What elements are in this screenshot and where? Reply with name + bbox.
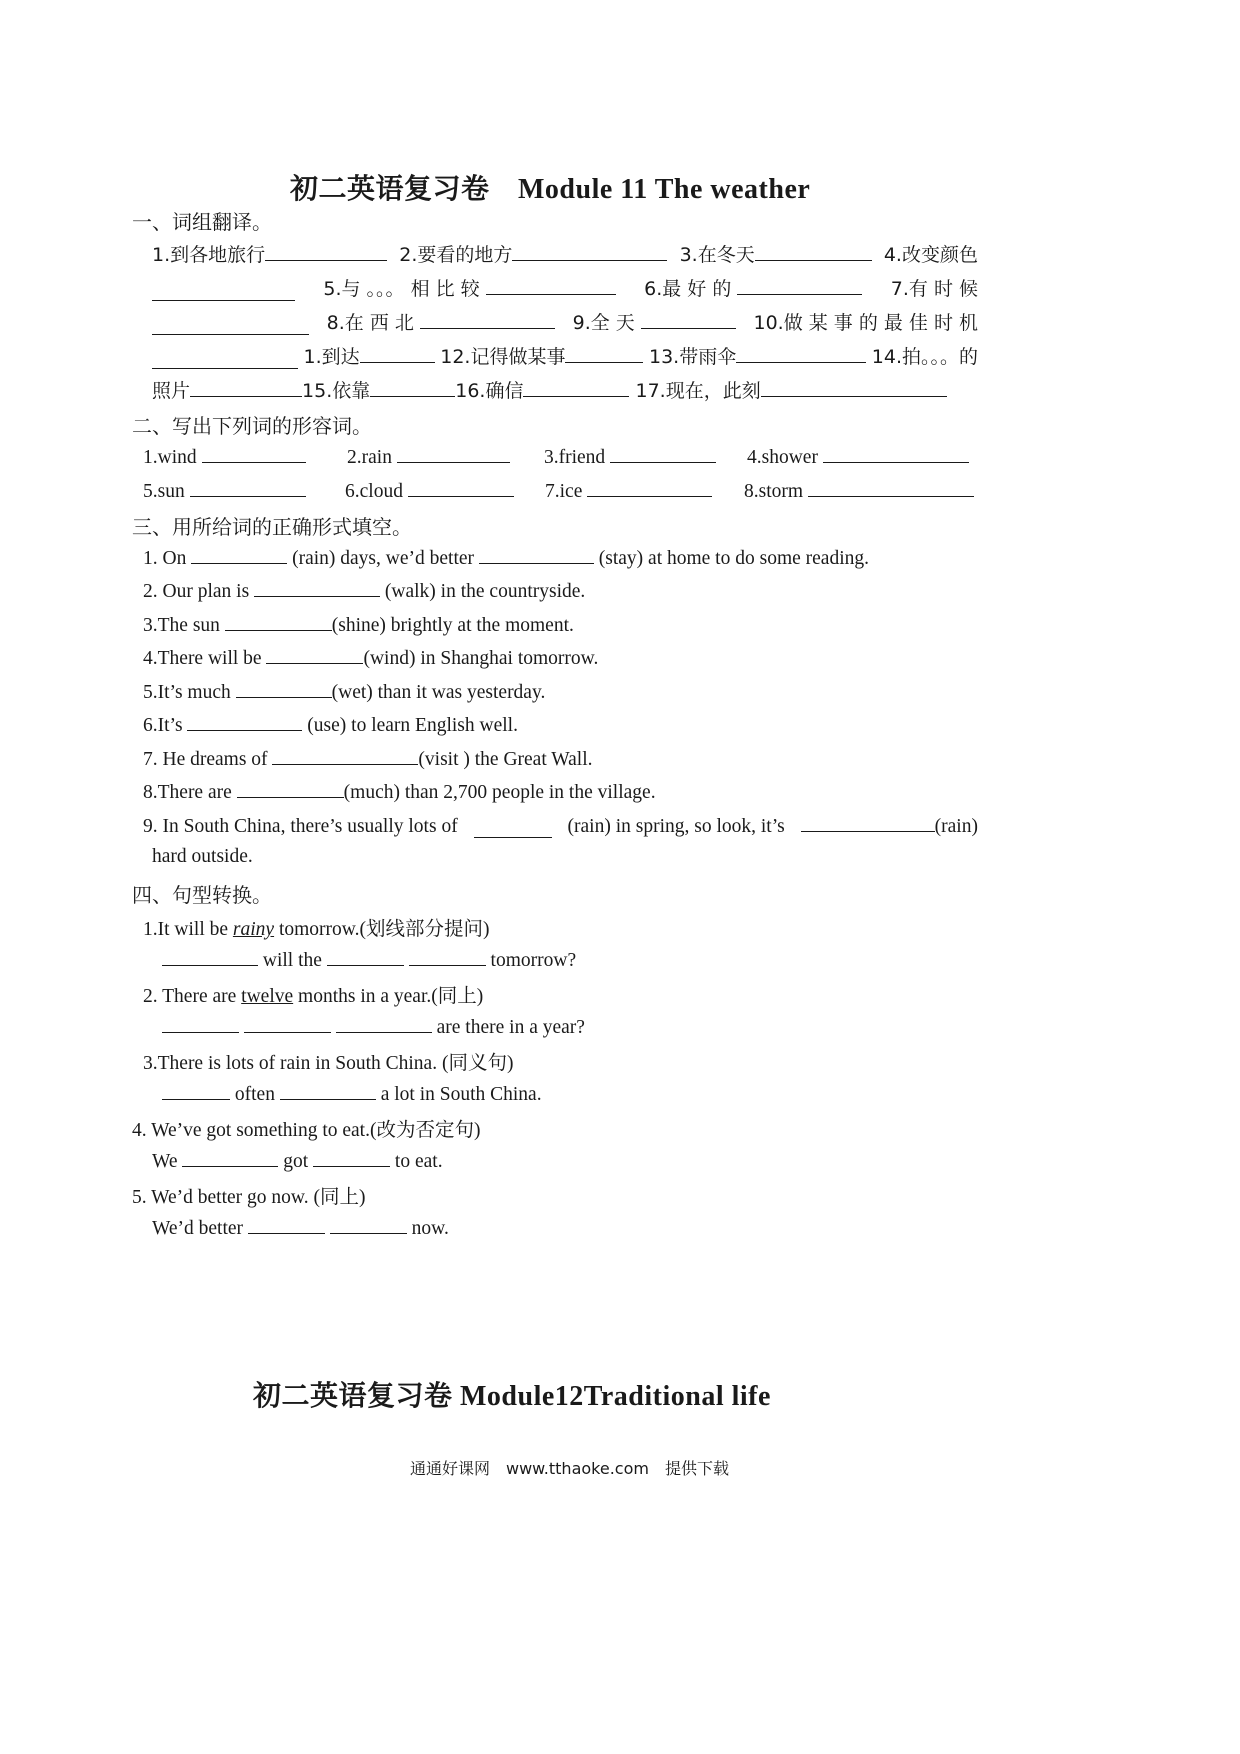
phrase-item: 6.最 好 的: [644, 278, 732, 300]
phrase-item: 17.现在，此刻: [635, 380, 761, 402]
answer-blank[interactable]: [408, 478, 514, 497]
question-text: 6.It’s: [143, 715, 183, 736]
question-text: (use) to learn English well.: [307, 715, 518, 736]
adj-word: 5.sun: [143, 481, 185, 502]
adj-word: 2.rain: [347, 447, 392, 468]
answer-blank[interactable]: [420, 310, 555, 329]
answer-blank[interactable]: [182, 1148, 278, 1167]
answer-blank[interactable]: [327, 947, 404, 966]
adj-item-storm: [744, 478, 974, 503]
fill-question-9: [143, 813, 978, 838]
question-text: (much) than 2,700 people in the village.: [343, 782, 656, 803]
phrase-item: 12.记得做某事: [440, 346, 566, 368]
answer-blank[interactable]: [162, 947, 258, 966]
transform-question-5: 5. We’d better go now. (同上): [132, 1187, 366, 1208]
question-text: (stay) at home to do some reading.: [598, 548, 869, 569]
phrase-item: 4.改变颜色: [883, 244, 978, 266]
section-heading-adjectives: 二、写出下列词的形容词。: [132, 414, 372, 438]
answer-blank[interactable]: [409, 947, 486, 966]
fill-question-1: [143, 545, 869, 570]
phrase-item: 14.拍。。。的: [871, 346, 978, 368]
fill-question-5: [143, 679, 545, 704]
section-heading-phrase-translation: 一、词组翻译。: [132, 210, 272, 234]
section-heading-fill-in: 三、用所给词的正确形式填空。: [132, 515, 412, 539]
answer-text: often: [234, 1084, 275, 1105]
answer-blank[interactable]: [801, 813, 935, 832]
question-text: 7. He dreams of: [143, 749, 268, 770]
answer-blank[interactable]: [641, 310, 736, 329]
question-text: 9. In South China, there’s usually lots of: [143, 816, 458, 837]
answer-blank[interactable]: [266, 645, 363, 664]
question-text: (shine) brightly at the moment.: [331, 615, 574, 636]
adj-item-cloud: [345, 478, 514, 503]
fill-question-4: [143, 645, 598, 670]
answer-blank[interactable]: [152, 282, 295, 301]
page-title: 初二英语复习卷 Module 11 The weather: [290, 174, 811, 205]
section-1-row-4: [152, 342, 978, 369]
adj-word: 1.wind: [143, 447, 197, 468]
phrase-item: 10.做 某 事 的 最 佳 时 机: [753, 312, 978, 334]
answer-text: tomorrow?: [490, 950, 577, 971]
phrase-item: 7.有 时 候: [890, 278, 978, 300]
fill-question-2: [143, 578, 585, 603]
answer-blank[interactable]: [248, 1215, 325, 1234]
answer-blank[interactable]: [330, 1215, 407, 1234]
question-text: (rain): [934, 816, 978, 837]
answer-blank[interactable]: [565, 344, 643, 363]
answer-blank[interactable]: [190, 378, 302, 397]
question-text: (rain) in spring, so look, it’s: [567, 816, 785, 837]
question-text: (wind) in Shanghai tomorrow.: [363, 648, 599, 669]
answer-text: We’d better: [152, 1218, 244, 1239]
answer-text: a lot in South China.: [380, 1084, 542, 1105]
question-text: 2. There are: [143, 986, 237, 1007]
answer-blank[interactable]: [162, 1014, 239, 1033]
answer-blank[interactable]: [152, 316, 309, 335]
fill-question-8: [143, 779, 656, 804]
question-text: (rain) days, we’d better: [292, 548, 475, 569]
phrase-item: 1.到达: [303, 346, 360, 368]
answer-blank[interactable]: [187, 712, 302, 731]
question-text: 5.It’s much: [143, 682, 231, 703]
answer-blank[interactable]: [474, 819, 552, 838]
answer-blank[interactable]: [360, 344, 435, 363]
adj-item-wind: [143, 444, 306, 469]
answer-blank[interactable]: [737, 276, 862, 295]
transform-answer-1: [162, 947, 576, 972]
section-1-row-3: [152, 308, 978, 335]
question-text: 3.The sun: [143, 615, 220, 636]
transform-answer-5: [152, 1215, 449, 1240]
adj-item-ice: [545, 478, 712, 503]
answer-blank[interactable]: [808, 478, 974, 497]
section-heading-sentence-transform: 四、句型转换。: [132, 883, 272, 907]
footer-source: 通通好课网 www.tthaoke.com 提供下载: [410, 1459, 729, 1478]
answer-blank[interactable]: [191, 545, 287, 564]
fill-question-3: [143, 612, 574, 637]
answer-blank[interactable]: [190, 478, 306, 497]
answer-blank[interactable]: [202, 444, 306, 463]
phrase-item: 8.在 西 北: [326, 312, 414, 334]
answer-text: We: [152, 1151, 178, 1172]
question-text: 1. On: [143, 548, 187, 569]
answer-blank[interactable]: [237, 779, 344, 798]
phrase-item: 13.带雨伞: [649, 346, 737, 368]
question-text: 2. Our plan is: [143, 581, 250, 602]
phrase-item: 9.全 天: [572, 312, 635, 334]
answer-text: will the: [262, 950, 322, 971]
answer-blank[interactable]: [512, 242, 667, 261]
answer-text: to eat.: [394, 1151, 443, 1172]
question-text: 8.There are: [143, 782, 232, 803]
adj-word: 6.cloud: [345, 481, 403, 502]
answer-text: now.: [411, 1218, 449, 1239]
transform-question-3: 3.There is lots of rain in South China. (同义句): [143, 1053, 514, 1074]
adj-word: 7.ice: [545, 481, 583, 502]
answer-blank[interactable]: [313, 1148, 390, 1167]
answer-blank[interactable]: [236, 679, 332, 698]
answer-blank[interactable]: [610, 444, 716, 463]
answer-blank[interactable]: [272, 746, 418, 765]
fill-question-9-cont: hard outside.: [152, 846, 253, 867]
transform-answer-2: [162, 1014, 585, 1039]
adj-item-sun: [143, 478, 306, 503]
phrase-item: 15.依靠: [302, 380, 371, 402]
answer-blank[interactable]: [254, 578, 380, 597]
answer-blank[interactable]: [823, 444, 969, 463]
answer-blank[interactable]: [162, 1081, 230, 1100]
underlined-word: twelve: [241, 986, 294, 1007]
transform-question-1: [143, 913, 489, 941]
question-text: (visit ) the Great Wall.: [418, 749, 593, 770]
adj-item-rain: [347, 444, 510, 469]
fill-question-6: [143, 712, 518, 737]
underlined-word: rainy: [232, 919, 275, 940]
answer-blank[interactable]: [336, 1014, 432, 1033]
answer-blank[interactable]: [244, 1014, 331, 1033]
answer-blank[interactable]: [479, 545, 594, 564]
transform-answer-3: [162, 1081, 542, 1106]
section-1-row-2: [152, 274, 978, 301]
answer-blank[interactable]: [265, 242, 387, 261]
answer-blank[interactable]: [523, 378, 629, 397]
adj-word: 8.storm: [744, 481, 804, 502]
phrase-item: 16.确信: [455, 380, 524, 402]
section-1-row-1: [152, 240, 978, 267]
answer-text: got: [283, 1151, 309, 1172]
phrase-item: 2.要看的地方: [399, 244, 513, 266]
question-text: 1.It will be: [143, 919, 229, 940]
adj-item-shower: [747, 444, 969, 469]
phrase-item: 3.在冬天: [679, 244, 755, 266]
phrase-item: 照片: [152, 380, 191, 402]
adj-item-friend: [544, 444, 716, 469]
phrase-item: 5.与 。。。 相 比 较: [323, 278, 480, 300]
answer-blank[interactable]: [486, 276, 616, 295]
answer-blank[interactable]: [587, 478, 712, 497]
section-1-row-5: [152, 376, 947, 403]
phrase-item: 1.到各地旅行: [152, 244, 266, 266]
answer-blank[interactable]: [397, 444, 510, 463]
transform-question-2: [143, 980, 483, 1008]
adj-word: 3.friend: [544, 447, 606, 468]
answer-blank[interactable]: [755, 242, 872, 261]
question-text: (wet) than it was yesterday.: [331, 682, 546, 703]
answer-blank[interactable]: [225, 612, 332, 631]
answer-blank[interactable]: [152, 350, 298, 369]
answer-blank[interactable]: [280, 1081, 376, 1100]
answer-text: are there in a year?: [436, 1017, 585, 1038]
answer-blank[interactable]: [761, 378, 947, 397]
transform-answer-4: [152, 1148, 443, 1173]
transform-question-4: 4. We’ve got something to eat.(改为否定句): [132, 1120, 481, 1141]
fill-question-7: [143, 746, 592, 771]
question-text: (walk) in the countryside.: [384, 581, 586, 602]
question-text: months in a year.(同上): [298, 986, 484, 1007]
answer-blank[interactable]: [736, 344, 866, 363]
question-text: tomorrow.(划线部分提问): [278, 919, 490, 940]
answer-blank[interactable]: [370, 378, 455, 397]
question-text: 4.There will be: [143, 648, 262, 669]
adj-word: 4.shower: [747, 447, 818, 468]
next-module-title: 初二英语复习卷 Module12Traditional life: [253, 1381, 771, 1412]
